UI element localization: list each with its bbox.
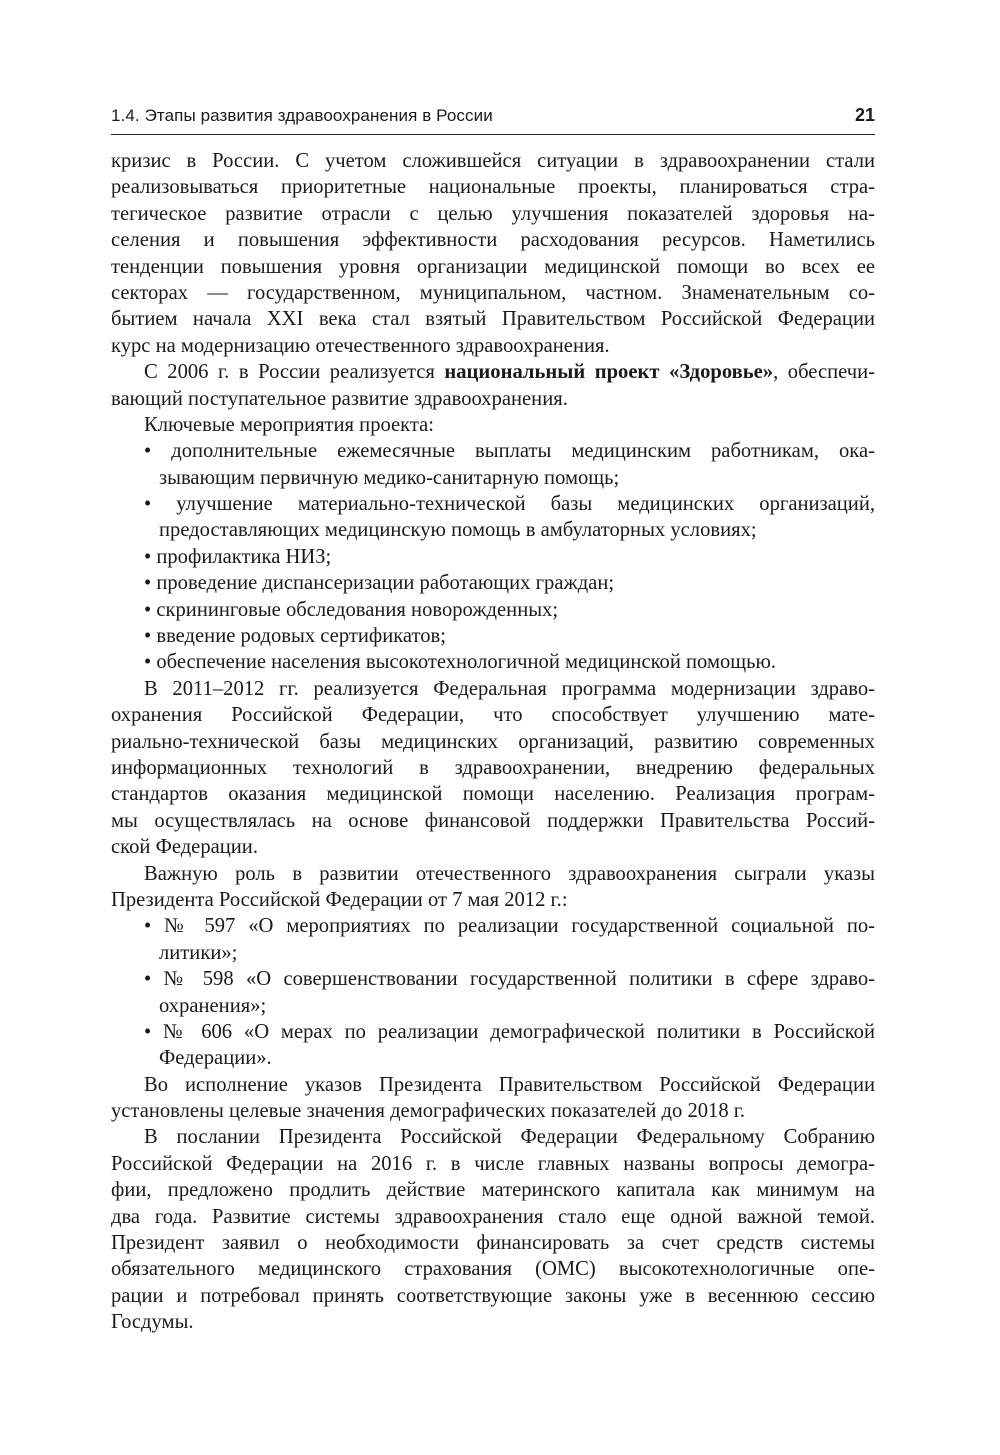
running-header: [111, 104, 875, 135]
list-item: • обеспечение населения высокотехнологичной медицинской помощью.: [144, 651, 777, 674]
text-line: вающий поступательное развитие здравоохранения.: [111, 387, 568, 410]
list-item: • введение родовых сертификатов;: [144, 625, 446, 648]
text-line: рации и потребовал принять соответствующие законы уже в весеннюю сессию: [111, 1284, 875, 1307]
text-line: Российской Федерации на 2016 г. в числе главных названы вопросы демогра-: [111, 1152, 875, 1175]
list-item: • № 598 «О совершенствовании государственной политики в сфере здраво-: [144, 968, 875, 991]
list-item-continuation: предоставляющих медицинскую помощь в амбулаторных условиях;: [159, 519, 757, 542]
text-line: обязательного медицинского страхования (ОМС) высокотехнологичные опе-: [111, 1258, 875, 1281]
text-line: фии, предложено продлить действие материнского капитала как минимум на: [111, 1179, 875, 1202]
text-line: установлены целевые значения демографических показателей до 2018 г.: [111, 1100, 746, 1123]
text-line: тенденции повышения уровня организации медицинской помощи во всех ее: [111, 255, 875, 278]
body-text: [111, 148, 875, 1336]
text-line: Во исполнение указов Президента Правительством Российской Федерации: [144, 1073, 875, 1096]
text-line: бытием начала XXI века стал взятый Правительством Российской Федерации: [111, 308, 875, 331]
list-item: • улучшение материально-технической базы медицинских организаций,: [144, 493, 875, 516]
text-line: реализовываться приоритетные национальные проекты, планироваться стра-: [111, 176, 875, 199]
text-line-mixed: [111, 359, 875, 385]
text-line: Госдумы.: [111, 1311, 194, 1334]
text-line: кризис в России. С учетом сложившейся ситуации в здравоохранении стали: [111, 150, 875, 172]
text-line: охранения Российской Федерации, что способствует улучшению мате-: [111, 704, 875, 727]
text-line: курс на модернизацию отечественного здравоохранения.: [111, 334, 610, 357]
text-line: селения и повышения эффективности расходования ресурсов. Наметились: [111, 229, 875, 252]
text-line: Президент заявил о необходимости финансировать за счет средств системы: [111, 1232, 875, 1255]
text-line: Президента Российской Федерации от 7 мая 2012 г.:: [111, 888, 568, 911]
text-line: стандартов оказания медицинской помощи населению. Реализация програм-: [111, 783, 875, 806]
list-item-continuation: охранения»;: [159, 994, 267, 1017]
text-run: , обеспечи-: [773, 361, 875, 384]
section-title: 1.4. Этапы развития здравоохранения в России: [111, 106, 493, 125]
text-line: В 2011–2012 гг. реализуется Федеральная программа модернизации здраво-: [144, 677, 875, 700]
text-line: секторах — государственном, муниципальном, частном. Знаменательным со-: [111, 281, 875, 304]
text-line: В послании Президента Российской Федерации Федеральному Собранию: [144, 1126, 875, 1149]
list-item: • профилактика НИЗ;: [144, 545, 332, 568]
list-item-continuation: литики»;: [159, 941, 238, 964]
text-line: риально-технической базы медицинских организаций, развитию современных: [111, 730, 875, 753]
list-item: • № 606 «О мерах по реализации демографической политики в Российской: [144, 1020, 875, 1043]
list-item-continuation: зывающим первичную медико-санитарную помощь;: [159, 466, 620, 489]
text-line: Ключевые мероприятия проекта:: [144, 413, 435, 436]
text-line: два года. Развитие системы здравоохранения стало еще одной важной темой.: [111, 1205, 875, 1228]
text-line: мы осуществлялась на основе финансовой поддержки Правительства Россий-: [111, 809, 875, 832]
list-item-continuation: Федерации».: [159, 1047, 272, 1070]
text-line: информационных технологий в здравоохранении, внедрению федеральных: [111, 756, 875, 779]
list-item: • скрининговые обследования новорожденных;: [144, 598, 559, 621]
text-run: С 2006 г. в России реализуется: [144, 361, 445, 384]
text-line: тегическое развитие отрасли с целью улучшения показателей здоровья на-: [111, 202, 875, 225]
bold-phrase: национальный проект «Здоровье»: [444, 361, 774, 384]
page-number: 21: [854, 105, 875, 125]
text-line: Важную роль в развитии отечественного здравоохранения сыграли указы: [144, 862, 875, 885]
list-item: • дополнительные ежемесячные выплаты медицинским работникам, ока-: [144, 440, 875, 463]
list-item: • проведение диспансеризации работающих граждан;: [144, 572, 615, 595]
text-line: ской Федерации.: [111, 836, 258, 859]
list-item: • № 597 «О мероприятиях по реализации государственной социальной по-: [144, 915, 875, 938]
